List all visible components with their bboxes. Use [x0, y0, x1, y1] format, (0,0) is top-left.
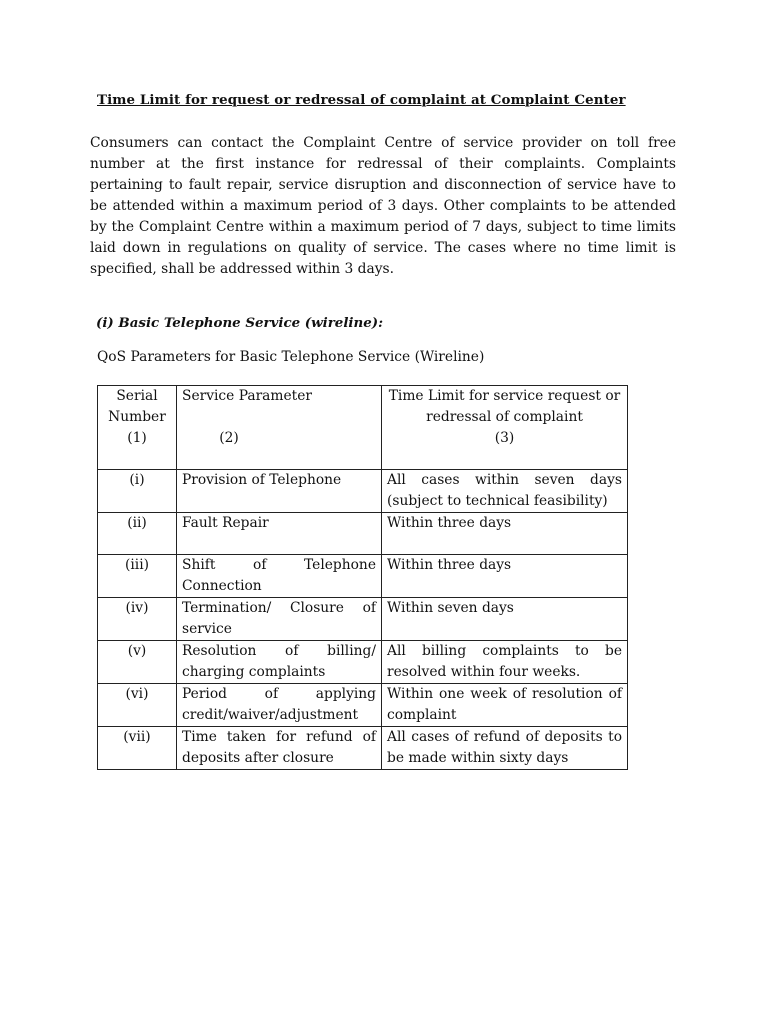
row-parameter: Resolution of billing/ charging complaints [177, 641, 382, 684]
table-row [98, 598, 628, 641]
row-serial: (iv) [98, 598, 177, 641]
row-serial: (vi) [98, 684, 177, 727]
row-parameter: Time taken for refund of deposits after closure [177, 727, 382, 770]
row-serial: (i) [98, 470, 177, 513]
table-row [98, 513, 628, 555]
header-serial-label: Serial Number [108, 388, 166, 425]
row-parameter: Provision of Telephone [177, 470, 382, 513]
header-serial-num: (1) [127, 430, 147, 446]
row-parameter: Shift of Telephone Connection [177, 555, 382, 598]
row-parameter: Period of applying credit/waiver/adjustment [177, 684, 382, 727]
row-limit: All cases of refund of deposits to be made within sixty days [382, 727, 628, 770]
header-parameter [177, 386, 382, 470]
row-parameter: Termination/ Closure of service [177, 598, 382, 641]
row-limit: Within seven days [382, 598, 628, 641]
row-limit: Within three days [382, 555, 628, 598]
table-row [98, 641, 628, 684]
header-serial [98, 386, 177, 470]
table-row [98, 684, 628, 727]
header-parameter-label: Service Parameter [182, 388, 312, 404]
qos-table [97, 385, 628, 770]
table-row [98, 727, 628, 770]
qos-caption: QoS Parameters for Basic Telephone Service (Wireline) [97, 349, 485, 365]
header-parameter-num: (2) [219, 430, 239, 446]
row-limit: Within three days [382, 513, 628, 555]
row-serial: (iii) [98, 555, 177, 598]
table-header-row [98, 386, 628, 470]
row-limit: Within one week of resolution of complaint [382, 684, 628, 727]
row-serial: (v) [98, 641, 177, 684]
row-serial: (ii) [98, 513, 177, 555]
header-limit-label: Time Limit for service request or redressal of complaint [388, 388, 621, 425]
table-row [98, 555, 628, 598]
document-title: Time Limit for request or redressal of complaint at Complaint Center [97, 92, 626, 108]
header-limit-num: (3) [494, 430, 515, 446]
header-limit [382, 386, 628, 470]
row-parameter: Fault Repair [177, 513, 382, 555]
row-limit: All billing complaints to be resolved within four weeks. [382, 641, 628, 684]
table-row [98, 470, 628, 513]
intro-paragraph: Consumers can contact the Complaint Centre of service provider on toll free number at the first instance for redressal of their complaints. Complaints pertaining to fault repair, service disruption and disconnection of service have to be attended within a maximum period of 3 days. Other complaints to be attended by the Complaint Centre within a maximum period of 7 days, subject to time limits laid down in regulations on quality of service. The cases where no time limit is specified, shall be addressed within 3 days. [90, 135, 676, 277]
section-heading: (i) Basic Telephone Service (wireline): [96, 315, 384, 331]
row-serial: (vii) [98, 727, 177, 770]
row-limit: All cases within seven days (subject to technical feasibility) [382, 470, 628, 513]
